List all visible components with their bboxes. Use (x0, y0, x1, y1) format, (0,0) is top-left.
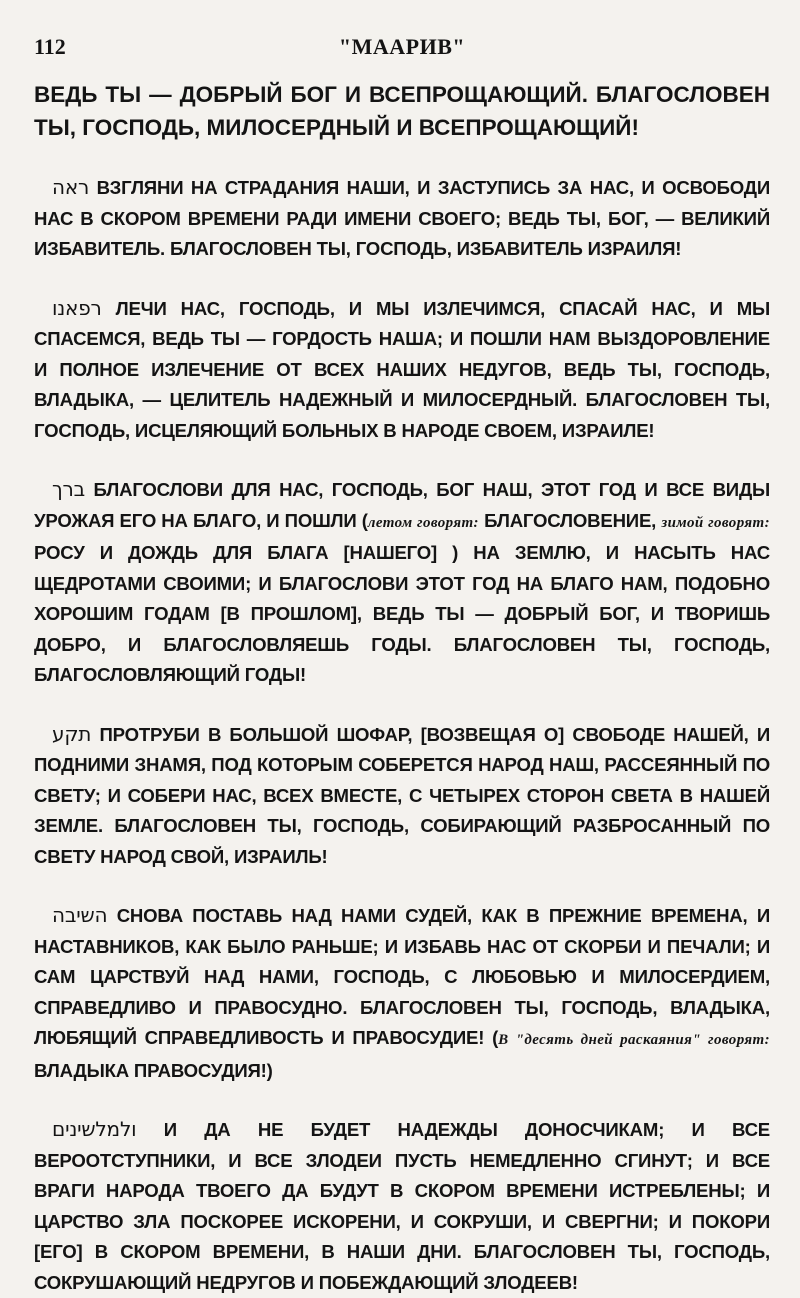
rubric-note: В "десять дней раскаяния" говорят: (498, 1032, 770, 1048)
paragraph-teka (34, 719, 770, 873)
hebrew-keyword: ולמלשינים (52, 1117, 137, 1141)
hebrew-keyword: ברך (52, 477, 85, 501)
opening-blessing: ВЕДЬ ТЫ — ДОБРЫЙ БОГ И ВСЕПРОЩАЮЩИЙ. БЛАГОСЛОВЕН ТЫ, ГОСПОДЬ, МИЛОСЕРДНЫЙ И ВСЕПРОЩАЮЩИЙ! (34, 82, 770, 140)
paragraph-text: ЛЕЧИ НАС, ГОСПОДЬ, И МЫ ИЗЛЕЧИМСЯ, СПАСАЙ НАС, И МЫ СПАСЕМСЯ, ВЕДЬ ТЫ — ГОРДОСТЬ НАША; И ПОШЛИ НАМ ВЫЗДОРОВЛЕНИЕ И ПОЛНОЕ ИЗЛЕЧЕНИЕ ОТ ВСЕХ НАШИХ НЕДУГОВ, ВЕДЬ ТЫ, ГОСПОДЬ, ВЛАДЫКА, — ЦЕЛИТЕЛЬ НАДЕЖНЫЙ И МИЛОСЕРДНЫЙ. БЛАГОСЛОВЕН ТЫ, ГОСПОДЬ, ИСЦЕЛЯЮЩИЙ БОЛЬНЫХ В НАРОДЕ СВОЕМ, ИЗРАИЛЕ! (34, 297, 771, 441)
paragraph-text: СНОВА ПОСТАВЬ НАД НАМИ СУДЕЙ, КАК В ПРЕЖНИЕ ВРЕМЕНА, И НАСТАВНИКОВ, КАК БЫЛО РАНЬШЕ; И ИЗБАВЬ НАС ОТ СКОРБИ И ПЕЧАЛИ; И САМ ЦАРСТВУЙ НАД НАМИ, ГОСПОДЬ, С ЛЮБОВЬЮ И МИЛОСЕРДИЕМ, СПРАВЕДЛИВО И ПРАВОСУДНО. БЛАГОСЛОВЕН ТЫ, ГОСПОДЬ, ВЛАДЫКА, ЛЮБЯЩИЙ СПРАВЕДЛИВОСТЬ И ПРАВОСУДИЕ! ( (34, 905, 770, 1048)
paragraph-text: ПРОТРУБИ В БОЛЬШОЙ ШОФАР, [ВОЗВЕЩАЯ О] СВОБОДЕ НАШЕЙ, И ПОДНИМИ ЗНАМЯ, ПОД КОТОРЫМ СОБЕРЕТСЯ НАРОД НАШ, РАССЕЯННЫЙ ПО СВЕТУ; И СОБЕРИ НАС, ВСЕХ ВМЕСТЕ, С ЧЕТЫРЕХ СТОРОН СВЕТА В НАШЕЙ ЗЕМЛЕ. БЛАГОСЛОВЕН ТЫ, ГОСПОДЬ, СОБИРАЮЩИЙ РАЗБРОСАННЫЙ ПО СВЕТУ НАРОД СВОЙ, ИЗРАИЛЬ! (34, 723, 770, 867)
paragraph-barech (34, 474, 770, 691)
hebrew-keyword: תקע (52, 721, 92, 746)
paragraph-text: ВЛАДЫКА ПРАВОСУДИЯ!) (34, 1059, 273, 1081)
running-title: "МААРИВ" (338, 34, 466, 59)
paragraph-hashiva (34, 900, 770, 1086)
running-head (34, 34, 770, 68)
paragraph-refaenu (34, 293, 770, 447)
paragraph-text: БЛАГОСЛОВЕНИЕ, (478, 509, 662, 531)
hebrew-keyword: רפאנו (52, 295, 102, 320)
paragraph-text: ВЗГЛЯНИ НА СТРАДАНИЯ НАШИ, И ЗАСТУПИСЬ ЗА НАС, И ОСВОБОДИ НАС В СКОРОМ ВРЕМЕНИ РАДИ ИМЕНИ СВОЕГО; ВЕДЬ ТЫ, БОГ, — ВЕЛИКИЙ ИЗБАВИТЕЛЬ. БЛАГОСЛОВЕН ТЫ, ГОСПОДЬ, ИЗБАВИТЕЛЬ ИЗРАИЛЯ! (34, 177, 770, 259)
paragraph-text: И ДА НЕ БУДЕТ НАДЕЖДЫ ДОНОСЧИКАМ; И ВСЕ ВЕРООТСТУПНИКИ, И ВСЕ ЗЛОДЕИ ПУСТЬ НЕМЕДЛЕННО СГИНУТ; И ВСЕ ВРАГИ НАРОДА ТВОЕГО ДА БУДУТ В СКОРОМ ВРЕМЕНИ ИСТРЕБЛЕНЫ; И ЦАРСТВО ЗЛА ПОСКОРЕЕ ИСКОРЕНИ, И СОКРУШИ, И СВЕРГНИ; И ПОКОРИ [ЕГО] В СКОРОМ ВРЕМЕНИ, В НАШИ ДНИ. БЛАГОСЛОВЕН ТЫ, ГОСПОДЬ, СОКРУШАЮЩИЙ НЕДРУГОВ И ПОБЕЖДАЮЩИЙ ЗЛОДЕЕВ! (34, 1119, 770, 1293)
paragraph-velamalshinim (34, 1114, 770, 1298)
hebrew-keyword: השיבה (52, 903, 108, 927)
paragraph-text: БЛАГОСЛОВИ ДЛЯ НАС, ГОСПОДЬ, БОГ НАШ, ЭТОТ ГОД И ВСЕ ВИДЫ УРОЖАЯ ЕГО НА БЛАГО, И ПОШЛИ ( (34, 479, 771, 531)
hebrew-keyword: ראה (52, 175, 90, 199)
paragraph-text: РОСУ И ДОЖДЬ ДЛЯ БЛАГА [НАШЕГО] ) НА ЗЕМЛЮ, И НАСЫТЬ НАС ЩЕДРОТАМИ СВОИМИ; И БЛАГОСЛОВИ ЭТОТ ГОД НА БЛАГО НАМ, ПОДОБНО ХОРОШИМ ГОДАМ [В ПРОШЛОМ], ВЕДЬ ТЫ — ДОБРЫЙ БОГ, И ТВОРИШЬ ДОБРО, И БЛАГОСЛОВЛЯЕШЬ ГОДЫ. БЛАГОСЛОВЕН ТЫ, ГОСПОДЬ, БЛАГОСЛОВЛЯЮЩИЙ ГОДЫ! (34, 542, 770, 685)
paragraph-re-eh (34, 172, 770, 265)
rubric-note: летом говорят: (367, 514, 479, 531)
page-number: 112 (34, 34, 66, 59)
rubric-note: зимой говорят: (661, 514, 770, 531)
